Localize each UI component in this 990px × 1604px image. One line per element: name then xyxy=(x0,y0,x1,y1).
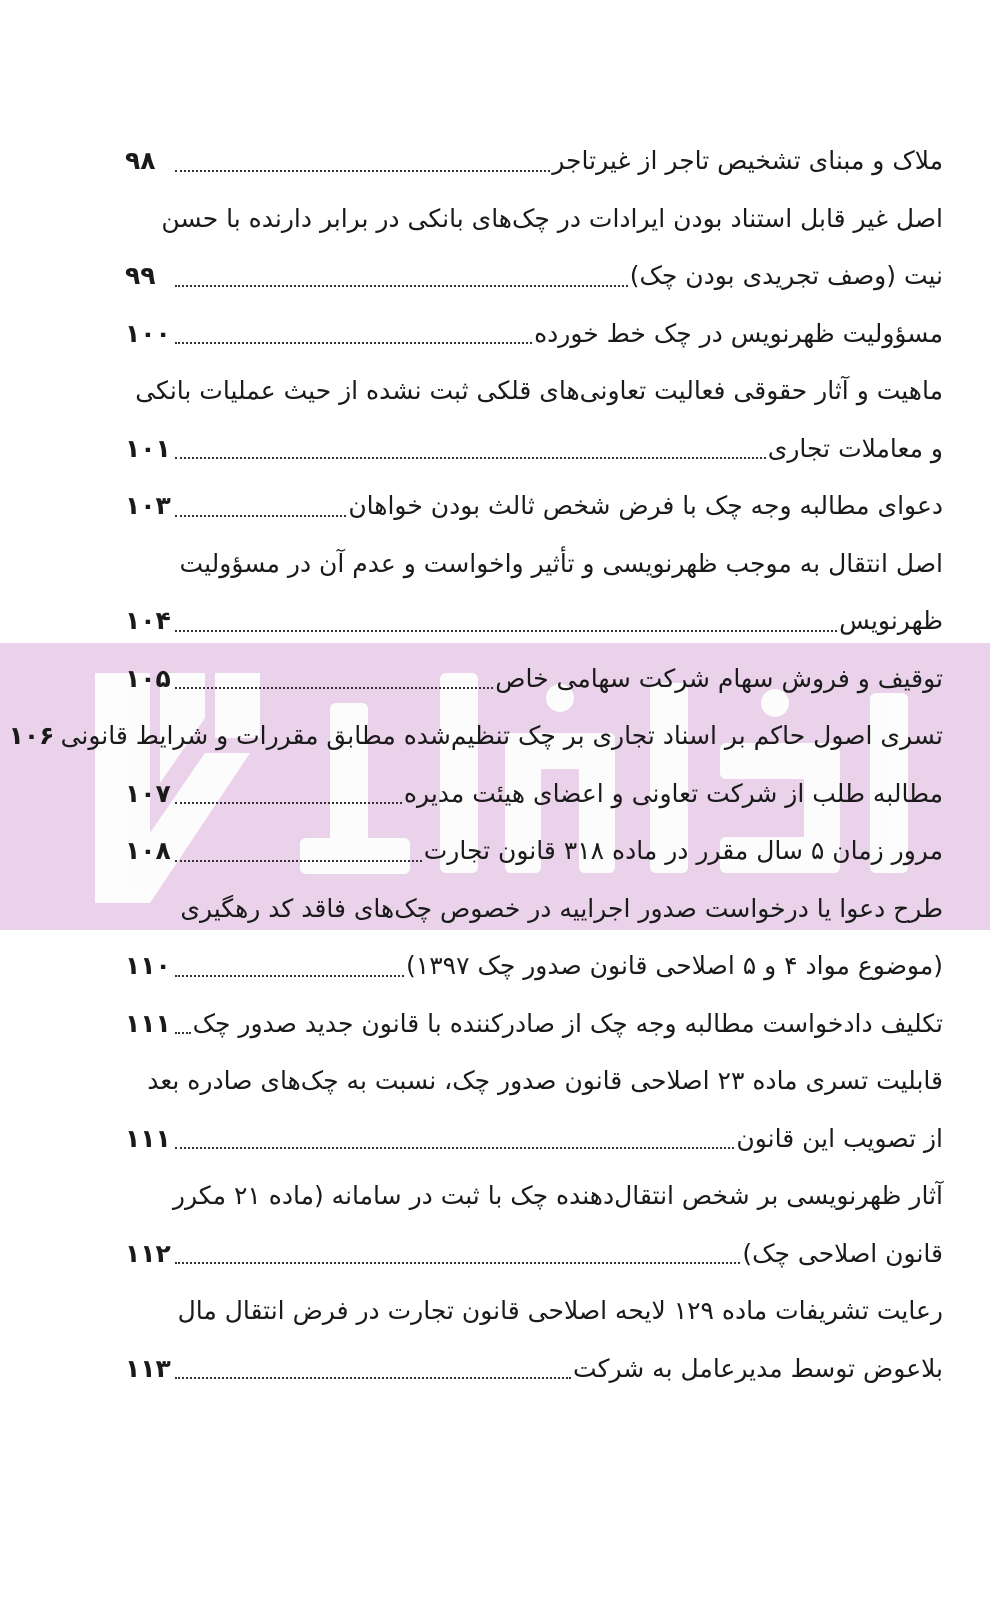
toc-entry-title: آثار ظهرنویسی بر شخص انتقال‌دهنده چک با ثبت در سامانه (ماده ۲۱ مکرر xyxy=(172,1181,943,1211)
toc-entry-title-continued: بلاعوض توسط مدیرعامل به شرکت xyxy=(573,1353,943,1383)
dot-leader xyxy=(175,860,422,862)
toc-entry-title: اصل انتقال به موجب ظهرنویسی و تأثیر واخواست و عدم آن در مسؤولیت xyxy=(179,548,943,578)
toc-entry-title: دعوای مطالبه وجه چک با فرض شخص ثالث بودن خواهان xyxy=(348,491,943,521)
toc-page-number: ۱۰۵ xyxy=(125,663,171,693)
toc-entry-title-continued: نیت (وصف تجریدی بودن چک) xyxy=(629,261,943,291)
dot-leader xyxy=(175,285,628,287)
dot-leader xyxy=(175,687,493,689)
toc-entry-title: ماهیت و آثار حقوقی فعالیت تعاونی‌های قلکی ثبت نشده از حیث عملیات بانکی xyxy=(135,376,943,406)
toc-entry[interactable] xyxy=(125,822,943,880)
toc-entry-title: اصل غیر قابل استناد بودن ایرادات در چک‌های بانکی در برابر دارنده با حسن xyxy=(161,203,943,233)
dot-leader xyxy=(175,1147,734,1149)
toc-page-number: ۱۰۴ xyxy=(125,606,171,636)
toc-entry-title-continued: ظهرنویس xyxy=(839,606,943,636)
toc-entry[interactable] xyxy=(125,880,943,995)
dot-leader xyxy=(175,1032,191,1034)
toc-page-number: ۱۱۲ xyxy=(125,1238,171,1268)
toc-entry-title: رعایت تشریفات ماده ۱۲۹ لایحه اصلاحی قانون تجارت در فرض انتقال مال xyxy=(177,1296,943,1326)
toc-entry-title-continued: (موضوع مواد ۴ و ۵ اصلاحی قانون صدور چک ۱۳۹۷) xyxy=(406,951,943,981)
toc-entry-title: تکلیف دادخواست مطالبه وجه چک از صادرکننده با قانون جدید صدور چک xyxy=(192,1008,943,1038)
toc-entry[interactable] xyxy=(125,1167,943,1282)
toc-entry-title: طرح دعوا یا درخواست صدور اجراییه در خصوص چک‌های فاقد کد رهگیری xyxy=(180,893,943,923)
toc-page-number: ۱۰۸ xyxy=(125,836,171,866)
toc-page-number: ۹۹ xyxy=(125,261,156,291)
toc-page-number: ۱۰۳ xyxy=(125,491,171,521)
dot-leader xyxy=(175,457,766,459)
toc-entry-title: مرور زمان ۵ سال مقرر در ماده ۳۱۸ قانون تجارت xyxy=(423,836,943,866)
toc-page-number: ۱۰۶ xyxy=(8,721,55,751)
toc-entry[interactable] xyxy=(125,305,943,363)
toc-entry[interactable] xyxy=(125,132,943,190)
toc-page-number: ۱۱۰ xyxy=(125,951,171,981)
toc-page-number: ۱۰۰ xyxy=(125,318,171,348)
dot-leader xyxy=(175,342,532,344)
dot-leader xyxy=(175,170,550,172)
toc-entry-title: مسؤولیت ظهرنویس در چک خط خورده xyxy=(534,318,943,348)
toc-entry[interactable] xyxy=(125,477,943,535)
dot-leader xyxy=(175,1262,740,1264)
toc-entry-title: توقیف و فروش سهام شرکت سهامی خاص xyxy=(495,663,943,693)
dot-leader xyxy=(175,802,402,804)
toc-entry[interactable] xyxy=(125,535,943,650)
toc-page-number: ۹۸ xyxy=(125,146,156,176)
toc-entry-title: مطالبه طلب از شرکت تعاونی و اعضای هیئت مدیره xyxy=(403,778,943,808)
toc-entry-title: تسری اصول حاکم بر اسناد تجاری بر چک تنظیم‌شده مطابق مقررات و شرایط قانونی xyxy=(60,721,943,751)
toc-entry-title-continued: قانون اصلاحی چک) xyxy=(742,1238,943,1268)
toc-page-number: ۱۱۱ xyxy=(125,1123,171,1153)
toc-entry[interactable] xyxy=(125,1282,943,1397)
table-of-contents xyxy=(8,132,943,1397)
toc-entry[interactable] xyxy=(8,707,943,765)
toc-entry[interactable] xyxy=(125,1052,943,1167)
toc-page-number: ۱۰۱ xyxy=(125,433,171,463)
toc-entry[interactable] xyxy=(125,765,943,823)
dot-leader xyxy=(175,1377,571,1379)
dot-leader xyxy=(175,975,404,977)
toc-entry[interactable] xyxy=(125,190,943,305)
toc-entry-title-continued: از تصویب این قانون xyxy=(736,1123,943,1153)
toc-entry[interactable] xyxy=(125,650,943,708)
toc-entry-title: ملاک و مبنای تشخیص تاجر از غیرتاجر xyxy=(552,146,943,176)
toc-entry[interactable] xyxy=(125,995,943,1053)
toc-entry[interactable] xyxy=(125,362,943,477)
dot-leader xyxy=(175,515,346,517)
toc-page-number: ۱۰۷ xyxy=(125,778,171,808)
toc-page-number: ۱۱۱ xyxy=(125,1008,171,1038)
dot-leader xyxy=(175,630,837,632)
toc-entry-title-continued: و معاملات تجاری xyxy=(767,433,943,463)
toc-page-number: ۱۱۳ xyxy=(125,1353,171,1383)
toc-entry-title: قابلیت تسری ماده ۲۳ اصلاحی قانون صدور چک، نسبت به چک‌های صادره بعد xyxy=(147,1066,943,1096)
